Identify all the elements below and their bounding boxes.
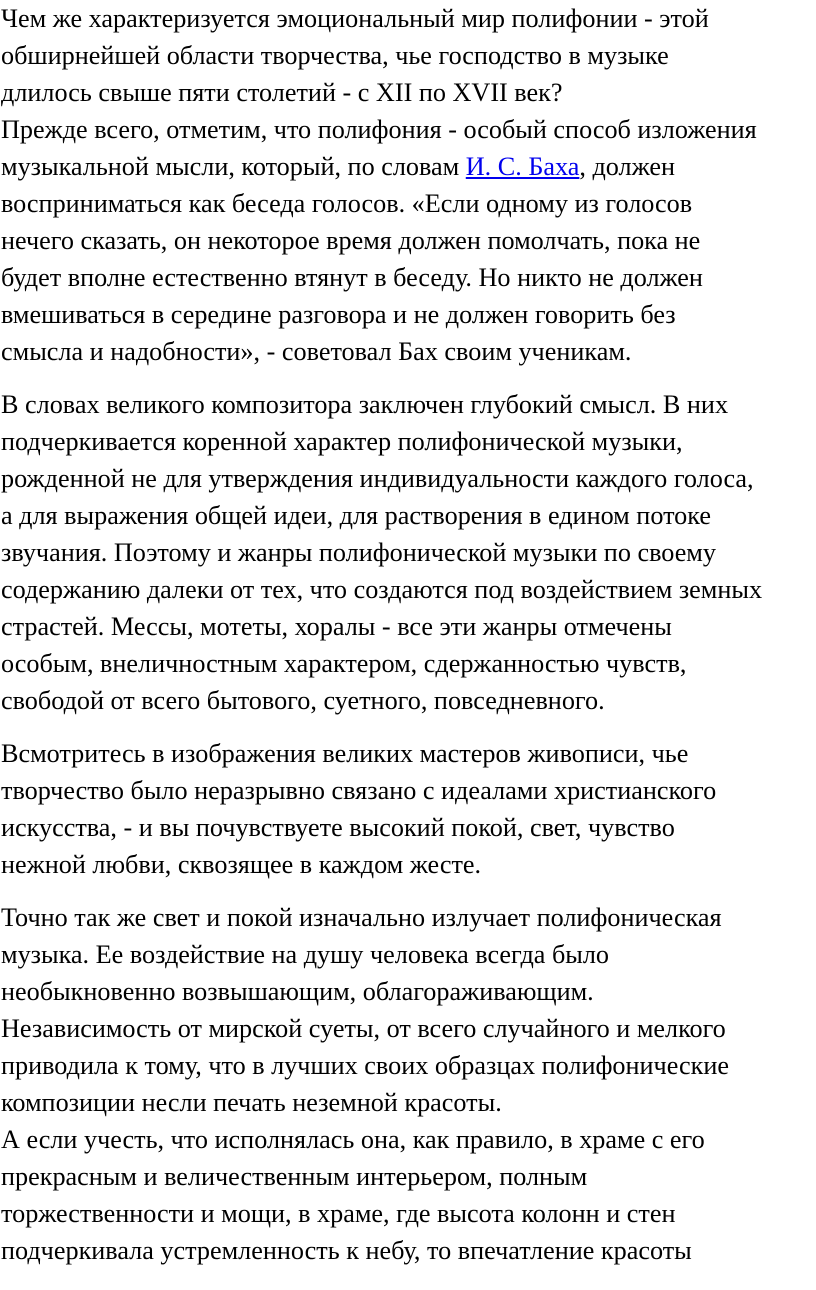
text-line: рожденной не для утверждения индивидуальности каждого голоса, bbox=[1, 464, 754, 493]
paragraph-spacer bbox=[1, 719, 816, 735]
text-line: В словах великого композитора заключен глубокий смысл. В них bbox=[1, 390, 729, 419]
text-line: а для выражения общей идеи, для растворения в едином потоке bbox=[1, 501, 711, 530]
text-line: творчество было неразрывно связано с идеалами христианского bbox=[1, 776, 717, 805]
text-line: свободой от всего бытового, суетного, повседневного. bbox=[1, 686, 605, 715]
bach-link[interactable]: И. С. Баха bbox=[465, 152, 580, 181]
text-line: Всмотритесь в изображения великих мастеров живописи, чье bbox=[1, 739, 689, 768]
text-line: необыкновенно возвышающим, облагораживающим. bbox=[1, 977, 594, 1006]
text-line: нечего сказать, он некоторое время должен помолчать, пока не bbox=[1, 226, 701, 255]
text-line: смысла и надобности», - советовал Бах своим ученикам. bbox=[1, 337, 632, 366]
paragraph-3 bbox=[1, 386, 816, 719]
paragraph-6 bbox=[1, 1121, 816, 1269]
text-line: Независимость от мирской суеты, от всего случайного и мелкого bbox=[1, 1014, 726, 1043]
text-line: Прежде всего, отметим, что полифония - особый способ изложения bbox=[1, 115, 757, 144]
text-line: Точно так же свет и покой изначально излучает полифоническая bbox=[1, 903, 722, 932]
text-line: обширнейшей области творчества, чье господство в музыке bbox=[1, 41, 669, 70]
text-line: А если учесть, что исполнялась она, как правило, в храме с его bbox=[1, 1125, 705, 1154]
text-fragment: музыкальной мысли, который, по словам bbox=[1, 152, 466, 181]
paragraph-5 bbox=[1, 899, 816, 1121]
text-line: торжественности и мощи, в храме, где высота колонн и стен bbox=[1, 1199, 676, 1228]
text-line: нежной любви, сквозящее в каждом жесте. bbox=[1, 850, 482, 879]
paragraph-4 bbox=[1, 735, 816, 883]
text-line: подчеркивается коренной характер полифонической музыки, bbox=[1, 427, 683, 456]
text-line: будет вполне естественно втянут в беседу. Но никто не должен bbox=[1, 263, 703, 292]
text-line: композиции несли печать неземной красоты. bbox=[1, 1088, 502, 1117]
text-line: содержанию далеки от тех, что создаются под воздействием земных bbox=[1, 575, 763, 604]
text-line: звучания. Поэтому и жанры полифонической музыки по своему bbox=[1, 538, 716, 567]
text-line: искусства, - и вы почувствуете высокий покой, свет, чувство bbox=[1, 813, 675, 842]
text-line: вмешиваться в середине разговора и не должен говорить без bbox=[1, 300, 676, 329]
text-fragment: , должен bbox=[579, 152, 675, 181]
text-line: страстей. Мессы, мотеты, хоралы - все эти жанры отмечены bbox=[1, 612, 672, 641]
text-line-with-link bbox=[1, 148, 816, 185]
text-line: длилось свыше пяти столетий - с XII по XVII век? bbox=[1, 78, 563, 107]
paragraph-spacer bbox=[1, 370, 816, 386]
paragraph-2 bbox=[1, 111, 816, 370]
paragraph-spacer bbox=[1, 883, 816, 899]
paragraph-1 bbox=[1, 0, 816, 111]
text-line: прекрасным и величественным интерьером, полным bbox=[1, 1162, 588, 1191]
text-line: особым, внеличностным характером, сдержанностью чувств, bbox=[1, 649, 687, 678]
text-line: Чем же характеризуется эмоциональный мир полифонии - этой bbox=[1, 4, 709, 33]
text-line: приводила к тому, что в лучших своих образцах полифонические bbox=[1, 1051, 729, 1080]
text-line: подчеркивала устремленность к небу, то впечатление красоты bbox=[1, 1236, 692, 1265]
text-line: восприниматься как беседа голосов. «Если одному из голосов bbox=[1, 189, 693, 218]
text-line: музыка. Ее воздействие на душу человека всегда было bbox=[1, 940, 610, 969]
